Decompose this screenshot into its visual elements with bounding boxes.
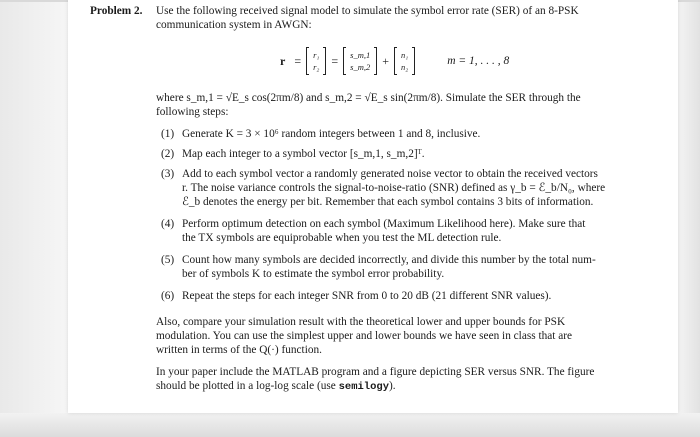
- noise-vector: [394, 47, 415, 75]
- step-5-line-2: ber of symbols K to estimate the symbol error probability.: [182, 268, 445, 280]
- received-vector-bottom: r₂: [313, 62, 320, 72]
- noise-vector-bottom: n₂: [401, 62, 409, 72]
- step-3-line-2: r. The noise variance controls the signal-to-noise-ratio (SNR) defined as γ_b = ℰ_b/N₀, where: [182, 182, 606, 194]
- step-6-number: (6): [161, 290, 175, 302]
- step-2-line-1: Map each integer to a symbol vector [s_m,1, s_m,2]ᵀ.: [182, 148, 425, 160]
- step-4-number: (4): [161, 218, 175, 230]
- signal-equation: [280, 41, 509, 81]
- step-5-line-1: Count how many symbols are decided incorrectly, and divide this number by the total num-: [182, 254, 596, 266]
- paper-line-2: [156, 380, 396, 394]
- step-5-number: (5): [161, 254, 175, 266]
- step-1-number: (1): [161, 128, 175, 140]
- where-line-1: where s_m,1 = √E_s cos(2πm/8) and s_m,2 = √E_s sin(2πm/8). Simulate the SER through the: [156, 92, 581, 104]
- received-vector-top: r₁: [313, 50, 320, 60]
- step-4-line-2: the TX symbols are equiprobable when you test the ML detection rule.: [182, 232, 502, 244]
- step-3-line-1: Add to each symbol vector a randomly generated noise vector to obtain the received vectors: [182, 168, 598, 180]
- paper-line-2-prefix: should be plotted in a log-log scale (use: [156, 380, 339, 392]
- equation-plus: +: [382, 53, 390, 68]
- step-2-number: (2): [161, 148, 175, 160]
- also-line-3: written in terms of the Q(·) function.: [156, 344, 322, 356]
- paper-line-2-suffix: ).: [389, 380, 396, 392]
- where-line-2: following steps:: [156, 106, 229, 118]
- symbol-vector-bottom: s_m,2: [350, 62, 371, 72]
- also-line-1: Also, compare your simulation result with the theoretical lower and upper bounds for PSK: [156, 316, 566, 328]
- step-1-line-1: Generate K = 3 × 10⁶ random integers between 1 and 8, inclusive.: [182, 128, 481, 140]
- step-3-line-3: ℰ_b denotes the energy per bit. Remember that each symbol contains 3 bits of information.: [182, 196, 594, 208]
- problem-label: Problem 2.: [90, 5, 143, 17]
- background-margin-left: [0, 0, 68, 437]
- equation-index-range: m = 1, . . . , 8: [447, 55, 510, 67]
- intro-line-1: Use the following received signal model to simulate the symbol error rate (SER) of an 8-PSK: [156, 5, 579, 17]
- paper-sheet: [68, 0, 678, 413]
- noise-vector-top: n₁: [401, 50, 409, 60]
- step-3-number: (3): [161, 168, 175, 180]
- step-4-line-1: Perform optimum detection on each symbol (Maximum Likelihood here). Make sure that: [182, 218, 586, 230]
- background-margin-right: [678, 0, 700, 437]
- received-vector: [306, 47, 326, 75]
- equation-equals-1: =: [294, 53, 302, 68]
- symbol-vector: [343, 47, 377, 75]
- also-line-2: modulation. You can use the simplest upper and lower bounds we have seen in class that are: [156, 330, 573, 342]
- paper-line-1: In your paper include the MATLAB program and a figure depicting SER versus SNR. The figure: [156, 366, 595, 378]
- equation-lhs: r: [280, 53, 286, 68]
- step-6-line-1: Repeat the steps for each integer SNR from 0 to 20 dB (21 different SNR values).: [182, 290, 552, 302]
- intro-line-2: communication system in AWGN:: [156, 19, 312, 31]
- symbol-vector-top: s_m,1: [350, 50, 371, 60]
- background-margin-bottom: [0, 413, 700, 437]
- equation-equals-2: =: [331, 53, 339, 68]
- semilogy-code: semilogy: [338, 381, 390, 393]
